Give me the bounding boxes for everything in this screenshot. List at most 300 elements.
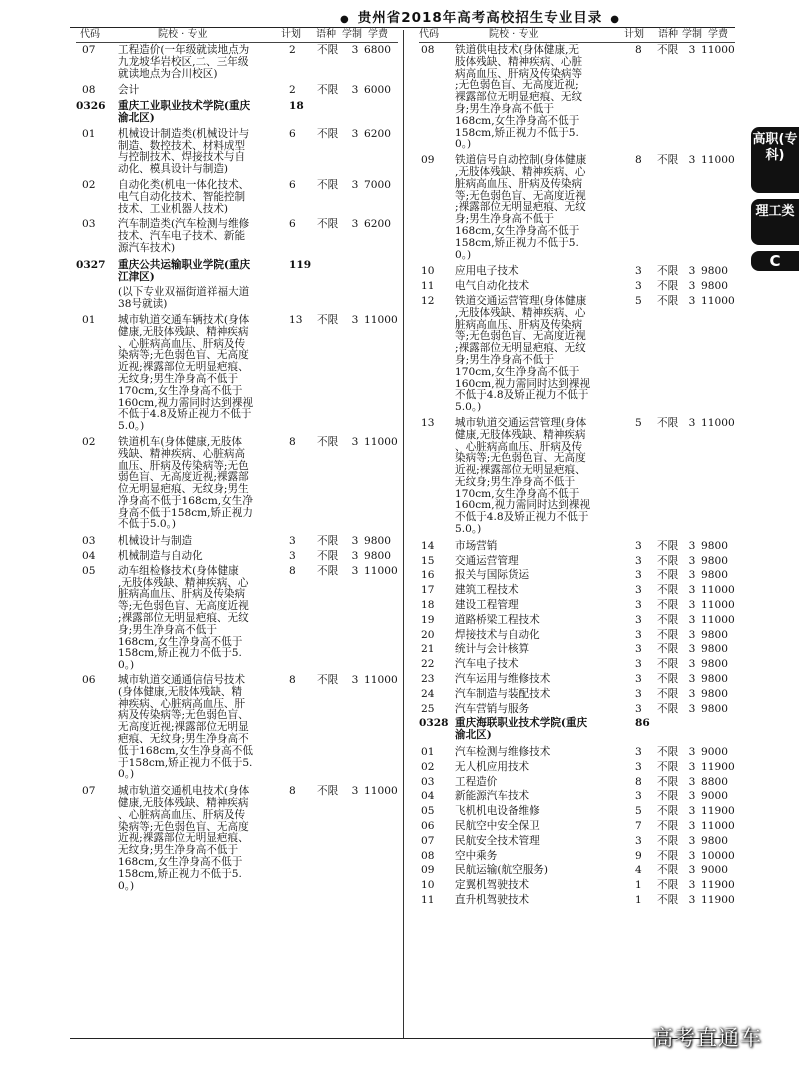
cell-plan: 9 xyxy=(635,849,642,862)
cell-years: 3 xyxy=(351,218,359,231)
school-row xyxy=(76,260,398,284)
cell-years: 3 xyxy=(688,294,696,307)
table-row xyxy=(419,762,735,774)
cell-fee: 9800 xyxy=(701,687,728,700)
cell-lang: 不限 xyxy=(657,554,679,567)
cell-plan: 13 xyxy=(289,313,303,326)
cell-code: 08 xyxy=(421,849,435,862)
cell-years: 3 xyxy=(688,805,696,818)
cell-lang: 不限 xyxy=(317,127,339,140)
cell-lang: 不限 xyxy=(657,687,679,700)
cell-years: 3 xyxy=(688,569,696,582)
cell-name: 动车组检修技术(身体健康 ,无肢体残缺、精神疾病、心 脏病高血压、肝病及传染病 等;无色弱色盲、无高度近视 ;裸露部位无明显疤痕、无纹 身;男生净身高不低于 168cm,女生净身高不低于 158cm,矫正视力不低于5. 0。) xyxy=(118,564,249,672)
cell-plan: 3 xyxy=(635,613,642,626)
cell-name: 城市轨道交通运营管理(身体 健康,无肢体残缺、精神疾病 、心脏病高血压、肝病及传 染病等;无色弱色盲、无高度 近视;裸露部位无明显疤痕、 无纹身;男生净身高不低于 170cm,女生净身高不低于 160cm,视力需同时达到裸视 不低于4.8及矫正视力不低于 5.0。) xyxy=(455,416,590,536)
cell-fee: 11900 xyxy=(701,894,735,906)
cell-name: 会计 xyxy=(118,84,140,97)
table-row xyxy=(76,566,398,672)
tab-science-label: 理工类 xyxy=(755,204,795,219)
cell-fee: 10000 xyxy=(701,849,735,862)
cell-plan: 2 xyxy=(289,84,296,97)
cell-fee: 11000 xyxy=(701,613,735,626)
table-row xyxy=(419,880,735,892)
cell-years: 3 xyxy=(351,84,359,97)
cell-lang: 不限 xyxy=(657,849,679,862)
cell-code: 25 xyxy=(421,702,435,715)
cell-name: 飞机机电设备维修 xyxy=(455,805,540,818)
cell-code: 01 xyxy=(421,746,435,759)
table-row xyxy=(76,315,398,433)
cell-lang: 不限 xyxy=(657,643,679,656)
table-row xyxy=(419,541,735,553)
cell-code: 08 xyxy=(82,84,96,97)
cell-name: 铁道交通运营管理(身体健康 ,无肢体残缺、精神疾病、心 脏病高血压、肝病及传染病 等;无色弱色盲、无高度近视 ;裸露部位无明显疤痕、无纹 身;男生净身高不低于 170cm,女生净身高不低于 160cm,视力需同时达到裸视 不低于4.8及矫正视力不低于 5.0。) xyxy=(455,294,590,414)
cell-years: 3 xyxy=(688,760,696,773)
cell-plan: 3 xyxy=(635,673,642,686)
table-row xyxy=(76,536,398,548)
cell-name: 工程造价(一年级就读地点为 九龙坡华岩校区,二、三年级 就读地点为合川校区) xyxy=(118,44,250,80)
cell-plan: 3 xyxy=(635,569,642,582)
cell-fee: 11000 xyxy=(701,154,735,167)
cell-plan: 8 xyxy=(289,785,296,798)
cell-years: 3 xyxy=(688,790,696,803)
cell-plan: 3 xyxy=(635,280,642,293)
table-row xyxy=(419,689,735,701)
cell-name: 报关与国际货运 xyxy=(455,569,530,582)
cell-years: 3 xyxy=(688,834,696,847)
cell-lang: 不限 xyxy=(657,599,679,612)
table-row xyxy=(419,806,735,818)
cell-years: 3 xyxy=(688,775,696,788)
cell-lang: 不限 xyxy=(657,702,679,715)
cell-code: 0326 xyxy=(76,100,106,113)
cell-name: 汽车营销与服务 xyxy=(455,702,530,715)
cell-plan: 5 xyxy=(635,294,642,307)
cell-code: 07 xyxy=(421,834,435,847)
cell-lang: 不限 xyxy=(657,879,679,892)
table-row xyxy=(419,45,735,151)
cell-fee: 11900 xyxy=(701,805,735,818)
cell-plan: 6 xyxy=(289,127,296,140)
cell-plan: 8 xyxy=(635,154,642,167)
cell-fee: 11000 xyxy=(364,564,398,577)
table-row xyxy=(419,851,735,863)
bottom-rule xyxy=(70,1038,735,1039)
cell-years: 3 xyxy=(688,554,696,567)
cell-name: 城市轨道交通机电技术(身体 健康,无肢体残缺、精神疾病 、心脏病高血压、肝病及传 染病等;无色弱色盲、无高度 近视;裸露部位无明显疤痕、 无纹身;男生净身高不低于 168cm,女生净身高不低于 158cm,矫正视力不低于5. 0。) xyxy=(118,785,250,892)
table-row xyxy=(76,551,398,563)
cell-code: 20 xyxy=(421,628,435,641)
table-row xyxy=(76,437,398,531)
cell-fee: 9800 xyxy=(701,265,728,278)
cell-fee: 9800 xyxy=(701,554,728,567)
header-code: 代码 xyxy=(419,29,439,40)
cell-fee: 11000 xyxy=(701,416,735,429)
cell-code: 15 xyxy=(421,554,435,567)
cell-fee: 9000 xyxy=(701,746,728,759)
table-row xyxy=(76,675,398,781)
tab-vocational-label: 高职(专科) xyxy=(752,132,798,163)
top-rule xyxy=(70,27,735,28)
cell-fee: 11000 xyxy=(701,820,735,833)
cell-code: 03 xyxy=(82,535,96,548)
right-column xyxy=(419,29,735,910)
cell-lang: 不限 xyxy=(657,673,679,686)
cell-code: 04 xyxy=(82,550,96,563)
cell-code: 19 xyxy=(421,613,435,626)
cell-lang: 不限 xyxy=(657,864,679,877)
cell-lang: 不限 xyxy=(657,539,679,552)
cell-lang: 不限 xyxy=(657,790,679,803)
cell-code: 14 xyxy=(421,539,435,552)
cell-plan: 8 xyxy=(289,674,296,687)
header-years: 学制 xyxy=(682,29,702,40)
cell-name: 新能源汽车技术 xyxy=(455,790,530,803)
cell-plan: 1 xyxy=(635,879,642,892)
tab-letter xyxy=(751,251,799,271)
cell-years: 3 xyxy=(351,535,359,548)
cell-plan: 8 xyxy=(289,564,296,577)
cell-years: 3 xyxy=(688,44,696,56)
cell-plan: 3 xyxy=(635,628,642,641)
cell-years: 3 xyxy=(688,628,696,641)
cell-code: 09 xyxy=(421,154,435,167)
cell-lang: 不限 xyxy=(657,834,679,847)
cell-lang: 不限 xyxy=(317,84,339,97)
cell-name: 汽车制造类(汽车检测与维修 技术、汽车电子技术、新能 源汽车技术) xyxy=(118,218,250,254)
cell-name: (以下专业双福街道祥福大道 38号就读) xyxy=(118,286,250,311)
cell-name: 重庆海联职业技术学院(重庆 渝北区) xyxy=(455,717,588,742)
cell-years: 3 xyxy=(351,435,359,448)
cell-years: 3 xyxy=(688,643,696,656)
cell-plan: 3 xyxy=(635,687,642,700)
cell-fee: 11900 xyxy=(701,879,735,892)
cell-plan: 3 xyxy=(635,702,642,715)
table-row xyxy=(419,570,735,582)
cell-plan: 3 xyxy=(635,790,642,803)
cell-code: 17 xyxy=(421,584,435,597)
cell-name: 民航运输(航空服务) xyxy=(455,864,549,877)
cell-code: 09 xyxy=(421,864,435,877)
table-row xyxy=(419,615,735,627)
cell-years: 3 xyxy=(351,313,359,326)
tab-letter-label: C xyxy=(769,252,781,270)
cell-fee: 11000 xyxy=(364,674,398,687)
right-column-header xyxy=(419,29,735,43)
header-code: 代码 xyxy=(80,29,100,40)
cell-plan: 3 xyxy=(635,584,642,597)
cell-fee: 9800 xyxy=(701,702,728,715)
cell-lang: 不限 xyxy=(657,820,679,833)
cell-plan: 8 xyxy=(289,435,296,448)
cell-plan: 7 xyxy=(635,820,642,833)
table-row xyxy=(76,45,398,80)
cell-fee: 11000 xyxy=(364,435,398,448)
title-bullet-left: ● xyxy=(339,14,350,25)
cell-fee: 9800 xyxy=(364,550,391,563)
cell-name: 统计与会计核算 xyxy=(455,643,530,656)
header-name: 院校 · 专业 xyxy=(158,29,208,40)
cell-name: 无人机应用技术 xyxy=(455,760,530,773)
cell-plan: 119 xyxy=(289,258,312,271)
table-row xyxy=(419,791,735,803)
cell-name: 汽车制造与装配技术 xyxy=(455,687,551,700)
cell-code: 06 xyxy=(421,820,435,833)
cell-name: 建设工程管理 xyxy=(455,599,519,612)
table-row xyxy=(419,865,735,877)
cell-fee: 9800 xyxy=(701,834,728,847)
cell-plan: 6 xyxy=(289,178,296,191)
cell-plan: 3 xyxy=(635,599,642,612)
cell-fee: 9800 xyxy=(701,643,728,656)
cell-fee: 9000 xyxy=(701,790,728,803)
cell-years: 3 xyxy=(688,702,696,715)
cell-code: 21 xyxy=(421,643,435,656)
table-row xyxy=(419,659,735,671)
cell-years: 3 xyxy=(351,674,359,687)
cell-lang: 不限 xyxy=(657,894,679,906)
cell-fee: 9000 xyxy=(701,864,728,877)
page-title-text: 贵州省2018年高考高校招生专业目录 xyxy=(357,10,603,26)
cell-code: 07 xyxy=(82,785,96,798)
cell-name: 铁道信号自动控制(身体健康 ,无肢体残缺、精神疾病、心 脏病高血压、肝病及传染病 等;无色弱色盲、无高度近视 ;裸露部位无明显疤痕、无纹 身;男生净身高不低于 168cm,女生净身高不低于 158cm,矫正视力不低于5. 0。) xyxy=(455,154,587,261)
cell-years: 3 xyxy=(688,673,696,686)
school-row xyxy=(76,101,398,125)
tab-vocational xyxy=(751,127,799,193)
cell-lang: 不限 xyxy=(317,564,339,577)
cell-fee: 7000 xyxy=(364,178,391,191)
table-row xyxy=(76,180,398,215)
cell-years: 3 xyxy=(351,44,359,56)
cell-code: 24 xyxy=(421,687,435,700)
side-tabs xyxy=(751,127,799,277)
cell-name: 应用电子技术 xyxy=(455,265,519,278)
table-row xyxy=(419,281,735,293)
cell-code: 02 xyxy=(82,178,96,191)
cell-years: 3 xyxy=(351,564,359,577)
cell-name: 重庆工业职业技术学院(重庆 渝北区) xyxy=(118,100,251,124)
cell-fee: 9800 xyxy=(701,628,728,641)
cell-code: 02 xyxy=(421,760,435,773)
cell-plan: 5 xyxy=(635,416,642,429)
cell-plan: 3 xyxy=(635,643,642,656)
cell-plan: 3 xyxy=(289,550,296,563)
cell-code: 07 xyxy=(82,44,96,56)
cell-name: 汽车运用与维修技术 xyxy=(455,673,551,686)
cell-lang: 不限 xyxy=(317,550,339,563)
cell-plan: 3 xyxy=(635,834,642,847)
cell-name: 工程造价 xyxy=(455,775,498,788)
cell-code: 16 xyxy=(421,569,435,582)
cell-fee: 9800 xyxy=(364,535,391,548)
cell-fee: 11900 xyxy=(701,760,735,773)
cell-years: 3 xyxy=(688,280,696,293)
cell-plan: 3 xyxy=(635,265,642,278)
cell-fee: 11000 xyxy=(701,294,735,307)
cell-fee: 9800 xyxy=(701,539,728,552)
left-column xyxy=(76,29,398,897)
cell-code: 13 xyxy=(421,416,435,429)
cell-lang: 不限 xyxy=(657,44,679,56)
cell-fee: 11000 xyxy=(701,44,735,56)
cell-lang: 不限 xyxy=(657,775,679,788)
cell-plan: 6 xyxy=(289,218,296,231)
cell-lang: 不限 xyxy=(317,435,339,448)
cell-code: 12 xyxy=(421,294,435,307)
cell-years: 3 xyxy=(688,613,696,626)
cell-lang: 不限 xyxy=(657,746,679,759)
cell-fee: 11000 xyxy=(701,599,735,612)
table-row xyxy=(76,219,398,254)
cell-years: 3 xyxy=(351,785,359,798)
header-fee: 学费 xyxy=(368,29,388,40)
cell-years: 3 xyxy=(688,879,696,892)
table-row xyxy=(419,155,735,261)
cell-name: 空中乘务 xyxy=(455,849,498,862)
cell-name: 自动化类(机电一体化技术、 电气自动化技术、智能控制 技术、工业机器人技术) xyxy=(118,178,250,215)
cell-lang: 不限 xyxy=(317,218,339,231)
cell-fee: 9800 xyxy=(701,569,728,582)
cell-lang: 不限 xyxy=(657,584,679,597)
cell-fee: 8800 xyxy=(701,775,728,788)
cell-fee: 11000 xyxy=(364,313,398,326)
cell-code: 06 xyxy=(82,674,96,687)
cell-name: 铁道机车(身体健康,无肢体 残缺、精神疾病、心脏病高 血压、肝病及传染病等;无色 弱色盲、无高度近视;裸露部 位无明显疤痕、无纹身;男生 净身高不低于168cm,女生净 身高不低于158cm,矫正视力 不低于5.0。) xyxy=(118,435,253,531)
cell-plan: 4 xyxy=(635,864,642,877)
cell-years: 3 xyxy=(688,820,696,833)
cell-lang: 不限 xyxy=(657,154,679,167)
title-bullet-right: ● xyxy=(610,14,621,25)
cell-name: 铁道供电技术(身体健康,无 肢体残缺、精神疾病、心脏 病高血压、肝病及传染病等 ;无色弱色盲、无高度近视; 裸露部位无明显疤痕、无纹 身;男生净身高不低于 168cm,女生净身高不低于 158cm,矫正视力不低于5. 0。) xyxy=(455,44,583,151)
cell-lang: 不限 xyxy=(657,658,679,671)
cell-name: 城市轨道交通车辆技术(身体 健康,无肢体残缺、精神疾病 、心脏病高血压、肝病及传 染病等;无色弱色盲、无高度 近视;裸露部位无明显疤痕、 无纹身;男生净身高不低于 170cm,女生净身高不低于 160cm,视力需同时达到裸视 不低于4.8及矫正视力不低于 5.0。) xyxy=(118,313,253,433)
table-row xyxy=(419,704,735,716)
cell-code: 22 xyxy=(421,658,435,671)
table-row xyxy=(419,585,735,597)
tab-science xyxy=(751,199,799,245)
header-fee: 学费 xyxy=(708,29,728,40)
table-row xyxy=(76,85,398,97)
cell-code: 01 xyxy=(82,127,96,140)
cell-name: 定翼机驾驶技术 xyxy=(455,879,530,892)
cell-plan: 5 xyxy=(635,805,642,818)
cell-code: 11 xyxy=(421,894,435,906)
cell-name: 机械设计制造类(机械设计与 制造、数控技术、材料成型 与控制技术、焊接技术与自 动化、模具设计与制造) xyxy=(118,127,250,176)
table-row xyxy=(419,895,735,907)
cell-plan: 3 xyxy=(635,760,642,773)
cell-name: 机械制造与自动化 xyxy=(118,550,203,563)
cell-name: 直升机驾驶技术 xyxy=(455,894,530,906)
cell-lang: 不限 xyxy=(317,535,339,548)
cell-lang: 不限 xyxy=(657,280,679,293)
cell-name: 道路桥梁工程技术 xyxy=(455,613,540,626)
header-plan: 计划 xyxy=(624,29,644,40)
cell-years: 3 xyxy=(688,416,696,429)
cell-lang: 不限 xyxy=(317,674,339,687)
cell-name: 电气自动化技术 xyxy=(455,280,530,293)
header-lang: 语种 xyxy=(316,29,336,40)
cell-years: 3 xyxy=(688,658,696,671)
cell-plan: 18 xyxy=(289,100,304,113)
cell-lang: 不限 xyxy=(657,569,679,582)
cell-fee: 6800 xyxy=(364,44,391,56)
cell-code: 08 xyxy=(421,44,435,56)
cell-years: 3 xyxy=(688,849,696,862)
cell-years: 3 xyxy=(688,687,696,700)
left-table-body xyxy=(76,45,398,892)
cell-plan: 2 xyxy=(289,44,296,56)
table-row xyxy=(419,674,735,686)
cell-plan: 1 xyxy=(635,894,642,906)
cell-code: 18 xyxy=(421,599,435,612)
cell-years: 3 xyxy=(688,584,696,597)
cell-fee: 9800 xyxy=(701,658,728,671)
cell-code: 01 xyxy=(82,313,96,326)
cell-fee: 9800 xyxy=(701,673,728,686)
cell-code: 04 xyxy=(421,790,435,803)
cell-plan: 8 xyxy=(635,775,642,788)
cell-fee: 9800 xyxy=(701,280,728,293)
right-table-body xyxy=(419,45,735,907)
cell-fee: 11000 xyxy=(364,785,398,798)
table-row xyxy=(419,296,735,414)
cell-years: 3 xyxy=(688,599,696,612)
table-row xyxy=(419,644,735,656)
table-row xyxy=(419,836,735,848)
cell-lang: 不限 xyxy=(317,785,339,798)
header-years: 学制 xyxy=(342,29,362,40)
cell-plan: 3 xyxy=(635,539,642,552)
cell-code: 0328 xyxy=(419,717,449,730)
watermark: 高考直通车 xyxy=(652,1026,762,1050)
cell-code: 23 xyxy=(421,673,435,686)
left-column-header xyxy=(76,29,398,43)
cell-name: 交通运营管理 xyxy=(455,554,519,567)
cell-name: 城市轨道交通通信信号技术 (身体健康,无肢体残缺、精 神疾病、心脏病高血压、肝 病及传染病等;无色弱色盲、 无高度近视;裸露部位无明显 疤痕、无纹身;男生净身高不 低于168cm,女生净身高不低 于158cm,矫正视力不低于5. 0。) xyxy=(118,674,253,781)
cell-years: 3 xyxy=(688,539,696,552)
cell-name: 机械设计与制造 xyxy=(118,535,193,548)
cell-plan: 86 xyxy=(635,717,650,730)
cell-code: 02 xyxy=(82,435,96,448)
cell-plan: 3 xyxy=(289,535,296,548)
cell-name: 市场营销 xyxy=(455,539,498,552)
cell-years: 3 xyxy=(688,864,696,877)
table-row xyxy=(419,266,735,278)
cell-years: 3 xyxy=(351,550,359,563)
cell-years: 3 xyxy=(688,154,696,167)
cell-name: 民航空中安全保卫 xyxy=(455,820,540,833)
page-title xyxy=(200,6,760,26)
table-row xyxy=(76,129,398,176)
cell-code: 05 xyxy=(421,805,435,818)
table-row xyxy=(419,418,735,536)
cell-plan: 3 xyxy=(635,746,642,759)
table-row xyxy=(419,747,735,759)
cell-name: 民航安全技术管理 xyxy=(455,834,540,847)
cell-code: 10 xyxy=(421,265,435,278)
cell-lang: 不限 xyxy=(657,628,679,641)
cell-name: 汽车电子技术 xyxy=(455,658,519,671)
header-name: 院校 · 专业 xyxy=(489,29,539,40)
cell-plan: 3 xyxy=(635,658,642,671)
cell-lang: 不限 xyxy=(657,416,679,429)
cell-lang: 不限 xyxy=(657,265,679,278)
cell-lang: 不限 xyxy=(657,613,679,626)
table-row xyxy=(419,821,735,833)
cell-code: 05 xyxy=(82,564,96,577)
cell-code: 11 xyxy=(421,280,435,293)
cell-years: 3 xyxy=(688,265,696,278)
